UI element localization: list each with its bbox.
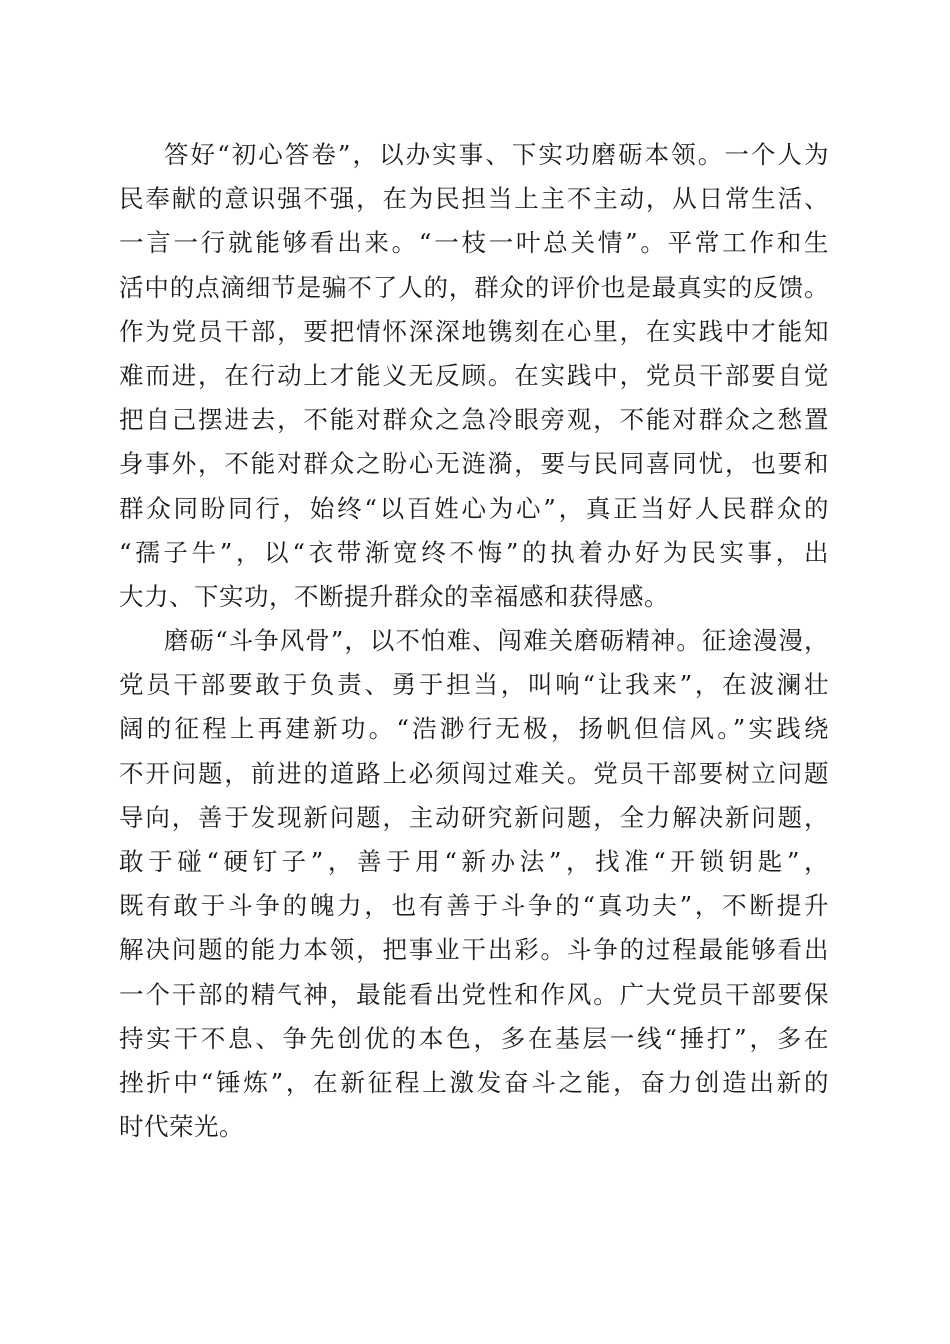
text-line: 活中的点滴细节是骗不了人的，群众的评价也是最真实的反馈。 xyxy=(119,272,829,302)
text-line: 导向，善于发现新问题，主动研究新问题，全力解决新问题， xyxy=(119,802,829,832)
text-line: 大力、下实功，不断提升群众的幸福感和获得感。 xyxy=(119,581,669,611)
text-line: 敢于碰“硬钉子”，善于用“新办法”，找准“开锁钥匙”， xyxy=(119,847,829,876)
text-line: 把自己摆进去，不能对群众之急冷眼旁观，不能对群众之愁置 xyxy=(119,405,829,435)
text-line: 既有敢于斗争的魄力，也有善于斗争的“真功夫”，不断提升 xyxy=(119,891,829,921)
text-line: 持实干不息、争先创优的本色，多在基层一线“捶打”，多在 xyxy=(119,1023,829,1053)
text-line: 群众同盼同行，始终“以百姓心为心”，真正当好人民群众的 xyxy=(119,493,829,523)
paragraph-2 xyxy=(119,619,829,1149)
text-line: 一个干部的精气神，最能看出党性和作风。广大党员干部要保 xyxy=(119,979,829,1009)
text-line: 身事外，不能对群众之盼心无涟漪，要与民同喜同忧，也要和 xyxy=(119,449,829,479)
document-body xyxy=(119,133,829,1149)
text-line: 磨砺“斗争风骨”，以不怕难、闯难关磨砺精神。征途漫漫， xyxy=(164,626,829,656)
text-line: 一言一行就能够看出来。“一枝一叶总关情”。平常工作和生 xyxy=(119,228,829,258)
text-line: 阔的征程上再建新功。“浩渺行无极，扬帆但信风。”实践绕 xyxy=(119,714,829,744)
text-line: 答好“初心答卷”，以办实事、下实功磨砺本领。一个人为 xyxy=(164,140,829,169)
text-line: 难而进，在行动上才能义无反顾。在实践中，党员干部要自觉 xyxy=(119,360,829,390)
text-line: 不开问题，前进的道路上必须闯过难关。党员干部要树立问题 xyxy=(119,758,829,788)
paragraph-1 xyxy=(119,133,829,619)
text-line: 时代荣光。 xyxy=(119,1112,244,1142)
text-line: 民奉献的意识强不强，在为民担当上主不主动，从日常生活、 xyxy=(119,184,829,214)
text-line: 作为党员干部，要把情怀深深地镌刻在心里，在实践中才能知 xyxy=(119,316,829,346)
text-line: 解决问题的能力本领，把事业干出彩。斗争的过程最能够看出 xyxy=(119,935,829,965)
text-line: 挫折中“锤炼”，在新征程上激发奋斗之能，奋力创造出新的 xyxy=(119,1067,829,1097)
text-line: 党员干部要敢于负责、勇于担当，叫响“让我来”，在波澜壮 xyxy=(119,670,829,700)
text-line: “孺子牛”，以“衣带渐宽终不悔”的执着办好为民实事，出 xyxy=(119,537,829,567)
